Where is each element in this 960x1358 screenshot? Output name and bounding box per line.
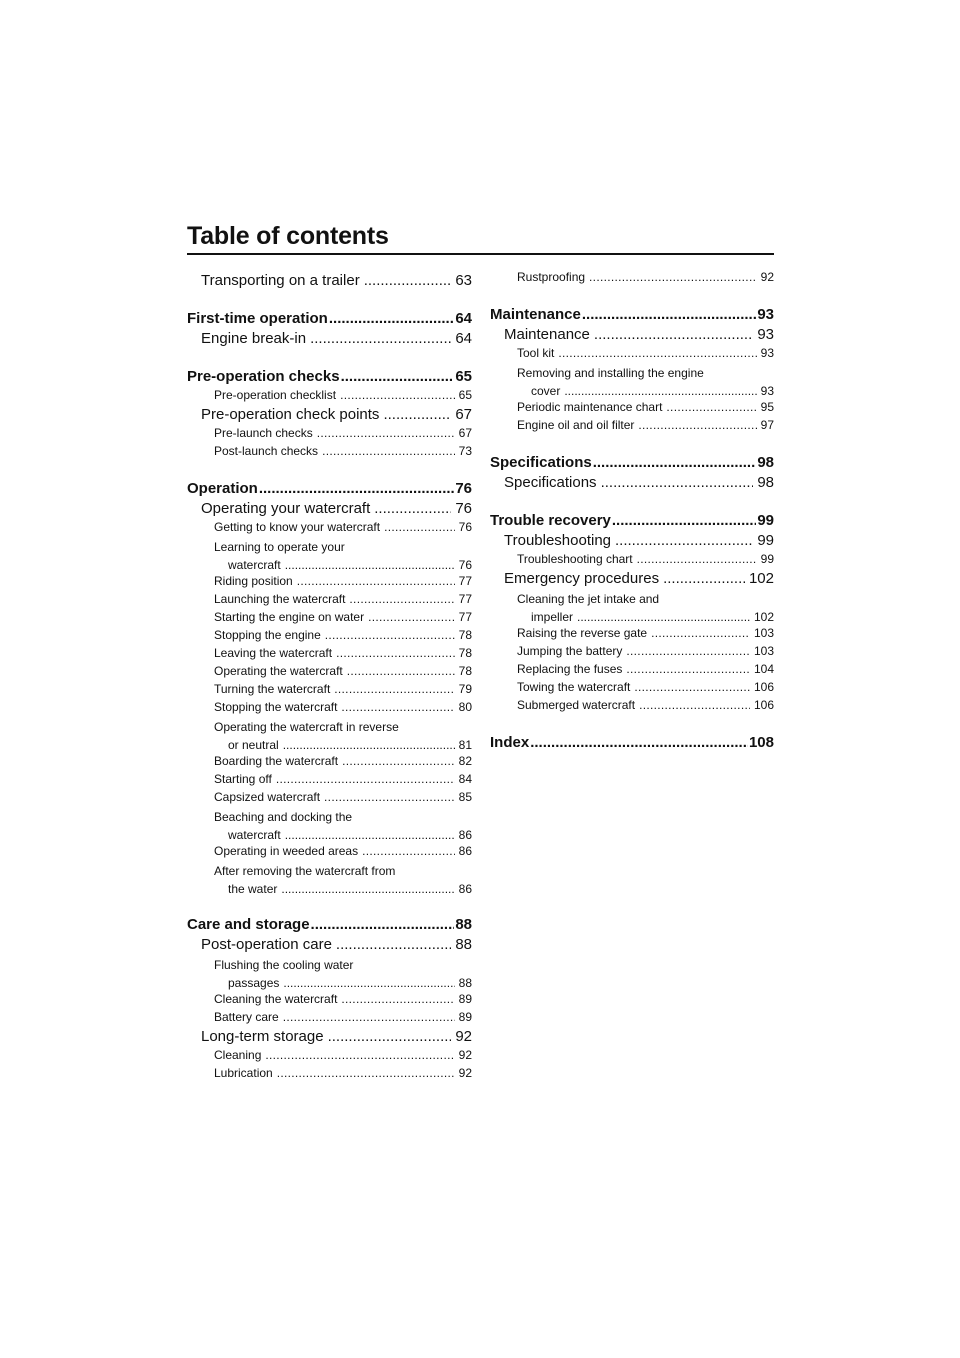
toc-entry-title: Stopping the watercraft <box>214 700 338 714</box>
dot-leader <box>362 844 455 858</box>
toc-page-number: 103 <box>753 626 774 640</box>
toc-chapter-specifications[interactable] <box>490 454 774 474</box>
toc-page-number: 106 <box>753 680 774 694</box>
toc-page-number: 93 <box>760 346 774 360</box>
toc-entry-title: Index <box>490 734 530 751</box>
toc-subsection-starting-the-engine-on-water[interactable] <box>187 610 472 628</box>
toc-page-number: 76 <box>455 500 472 517</box>
toc-entry-title: passages <box>228 976 280 990</box>
toc-subsection-starting-off[interactable] <box>187 772 472 790</box>
toc-page-number: 78 <box>458 628 472 642</box>
toc-subsection-periodic-maintenance-chart[interactable] <box>490 400 774 418</box>
dot-leader <box>663 570 745 587</box>
toc-page-number: 65 <box>458 388 472 402</box>
dot-leader <box>651 626 750 640</box>
toc-entry-title: Beaching and docking the <box>214 810 353 824</box>
toc-page-number: 88 <box>455 936 472 953</box>
toc-page-number: 79 <box>458 682 472 696</box>
toc-entry-title: Maintenance <box>504 326 590 343</box>
toc-subsection-operating-the-watercraft-in-reverse[interactable] <box>187 718 472 754</box>
toc-subsection-cleaning[interactable] <box>187 1048 472 1066</box>
toc-entry-title: Replacing the fuses <box>517 662 623 676</box>
toc-entry-title: Operating the watercraft in reverse <box>214 720 399 734</box>
toc-entry-title: Cleaning the jet intake and <box>517 592 660 606</box>
toc-subsection-boarding-the-watercraft[interactable] <box>187 754 472 772</box>
dot-leader <box>626 662 750 676</box>
toc-entry-title: Starting off <box>214 772 272 786</box>
toc-entry-title: or neutral <box>228 738 279 752</box>
toc-entry-title: Submerged watercraft <box>517 698 636 712</box>
toc-entry-title: Leaving the watercraft <box>214 646 333 660</box>
toc-entry-title: Operating the watercraft <box>214 664 343 678</box>
toc-page-number: 99 <box>760 552 774 566</box>
toc-page-number: 77 <box>458 574 472 588</box>
toc-entry-title: Pre-launch checks <box>214 426 313 440</box>
toc-subsection-raising-the-reverse-gate[interactable] <box>490 626 774 644</box>
dot-leader <box>593 454 757 471</box>
toc-page-number: 76 <box>458 520 472 534</box>
toc-page-number: 86 <box>458 828 472 842</box>
toc-entry-title: Learning to operate your <box>214 540 345 554</box>
dot-leader <box>341 368 455 385</box>
dot-leader <box>666 400 756 414</box>
toc-entry-title: Jumping the battery <box>517 644 623 658</box>
dot-leader <box>265 1048 454 1062</box>
dot-leader <box>615 532 753 549</box>
toc-section-post-operation-care[interactable] <box>187 936 472 956</box>
toc-entry-title: Tool kit <box>517 346 555 360</box>
toc-subsection-replacing-the-fuses[interactable] <box>490 662 774 680</box>
toc-page-number: 73 <box>458 444 472 458</box>
toc-page-number: 92 <box>760 270 774 284</box>
toc-page-number: 89 <box>458 1010 472 1024</box>
toc-subsection-cleaning-the-watercraft[interactable] <box>187 992 472 1010</box>
toc-chapter-first-time-operation[interactable] <box>187 310 472 330</box>
dot-leader <box>317 426 455 440</box>
dot-leader <box>637 552 757 566</box>
toc-page-number: 84 <box>458 772 472 786</box>
toc-page-number: 76 <box>455 480 472 497</box>
toc-page-number: 67 <box>455 406 472 423</box>
toc-section-emergency-procedures[interactable] <box>490 570 774 590</box>
toc-subsection-engine-oil-and-oil-filter[interactable] <box>490 418 774 436</box>
toc-page-number: 88 <box>455 916 472 933</box>
toc-page-number: 82 <box>458 754 472 768</box>
toc-chapter-pre-operation-checks[interactable] <box>187 368 472 388</box>
toc-section-troubleshooting[interactable] <box>490 532 774 552</box>
dot-leader <box>328 1028 452 1045</box>
toc-page-number: 97 <box>760 418 774 432</box>
toc-page-number: 99 <box>757 532 774 549</box>
toc-subsection-pre-launch-checks[interactable] <box>187 426 472 444</box>
toc-subsection-stopping-the-engine[interactable] <box>187 628 472 646</box>
dot-leader <box>325 628 455 642</box>
toc-subsection-submerged-watercraft[interactable] <box>490 698 774 716</box>
toc-page-number: 92 <box>458 1048 472 1062</box>
toc-subsection-capsized-watercraft[interactable] <box>187 790 472 808</box>
toc-entry-title: Pre-operation check points <box>201 406 380 423</box>
dot-leader <box>297 574 455 588</box>
toc-page-number: 102 <box>748 570 774 587</box>
dot-leader <box>329 310 454 327</box>
toc-page-number: 104 <box>753 662 774 676</box>
toc-entry-title: Lubrication <box>214 1066 273 1080</box>
toc-section-pre-operation-check-points[interactable] <box>187 406 472 426</box>
dot-leader <box>342 754 455 768</box>
toc-subsection-operating-in-weeded-areas[interactable] <box>187 844 472 862</box>
toc-entry-title: Battery care <box>214 1010 279 1024</box>
toc-page-number: 77 <box>458 592 472 606</box>
dot-leader <box>577 608 750 626</box>
toc-entry-title: Capsized watercraft <box>214 790 321 804</box>
toc-entry-title: Starting the engine on water <box>214 610 365 624</box>
dot-leader <box>639 698 750 712</box>
toc-subsection-beaching-and-docking-the[interactable] <box>187 808 472 844</box>
dot-leader <box>594 326 753 343</box>
toc-subsection-leaving-the-watercraft[interactable] <box>187 646 472 664</box>
dot-leader <box>322 444 455 458</box>
toc-entry-title: Flushing the cooling water <box>214 958 354 972</box>
dot-leader <box>336 646 455 660</box>
dot-leader <box>283 736 455 754</box>
toc-subsection-getting-to-know-your-watercraft[interactable] <box>187 520 472 538</box>
dot-leader <box>340 388 455 402</box>
dot-leader <box>364 272 452 289</box>
toc-entry-title: Specifications <box>490 454 592 471</box>
dot-leader <box>601 474 754 491</box>
dot-leader <box>310 330 451 347</box>
toc-subsection-flushing-the-cooling-water[interactable] <box>187 956 472 992</box>
dot-leader <box>285 556 455 574</box>
dot-leader <box>277 1066 455 1080</box>
toc-subsection-pre-operation-checklist[interactable] <box>187 388 472 406</box>
toc-subsection-jumping-the-battery[interactable] <box>490 644 774 662</box>
toc-subsection-learning-to-operate-your[interactable] <box>187 538 472 574</box>
toc-entry-title: Cleaning <box>214 1048 262 1062</box>
dot-leader <box>276 772 455 786</box>
toc-entry-title: the water <box>228 882 278 896</box>
dot-leader <box>341 700 454 714</box>
dot-leader <box>383 406 451 423</box>
toc-subsection-launching-the-watercraft[interactable] <box>187 592 472 610</box>
toc-page-number: 93 <box>760 384 774 398</box>
toc-subsection-tool-kit[interactable] <box>490 346 774 364</box>
toc-entry-title: Raising the reverse gate <box>517 626 648 640</box>
toc-section-engine-break-in[interactable] <box>187 330 472 350</box>
toc-subsection-battery-care[interactable] <box>187 1010 472 1028</box>
toc-entry-title: First-time operation <box>187 310 328 327</box>
toc-page-number: 81 <box>458 738 472 752</box>
toc-entry-title: Post-operation care <box>201 936 332 953</box>
toc-right-column <box>490 270 774 754</box>
toc-subsection-stopping-the-watercraft[interactable] <box>187 700 472 718</box>
dot-leader <box>589 270 757 284</box>
toc-entry-title: Transporting on a trailer <box>201 272 360 289</box>
toc-page-number: 92 <box>458 1066 472 1080</box>
toc-page-number: 78 <box>458 646 472 660</box>
toc-entry-title: Rustproofing <box>517 270 586 284</box>
toc-entry-title: Pre-operation checks <box>187 368 340 385</box>
toc-entry-title: Troubleshooting <box>504 532 612 549</box>
toc-page-number: 95 <box>760 400 774 414</box>
toc-subsection-rustproofing[interactable] <box>490 270 774 288</box>
toc-entry-title: cover <box>531 384 561 398</box>
toc-section-operating-your-watercraft[interactable] <box>187 500 472 520</box>
toc-entry-title: Launching the watercraft <box>214 592 346 606</box>
toc-entry-title: Long-term storage <box>201 1028 324 1045</box>
dot-leader <box>281 880 454 898</box>
toc-entry-title: Stopping the engine <box>214 628 321 642</box>
toc-page-number: 77 <box>458 610 472 624</box>
toc-section-maintenance[interactable] <box>490 326 774 346</box>
dot-leader <box>612 512 756 529</box>
toc-entry-title: watercraft <box>228 558 281 572</box>
toc-entry-title: Removing and installing the engine <box>517 366 704 380</box>
toc-chapter-trouble-recovery[interactable] <box>490 512 774 532</box>
page-title: Table of contents <box>187 222 389 250</box>
toc-subsection-cleaning-the-jet-intake-and[interactable] <box>490 590 774 626</box>
toc-chapter-operation[interactable] <box>187 480 472 500</box>
toc-page-number: 93 <box>757 306 774 323</box>
toc-section-long-term-storage[interactable] <box>187 1028 472 1048</box>
toc-page-number: 78 <box>458 664 472 678</box>
dot-leader <box>349 592 454 606</box>
dot-leader <box>384 520 455 534</box>
toc-page-number: 106 <box>753 698 774 712</box>
toc-entry-title: Engine break-in <box>201 330 307 347</box>
toc-entry-title: Operating your watercraft <box>201 500 371 517</box>
dot-leader <box>336 936 451 953</box>
toc-page-number: 99 <box>757 512 774 529</box>
dot-leader <box>634 680 750 694</box>
toc-subsection-removing-and-installing-the-engine[interactable] <box>490 364 774 400</box>
toc-section-transporting-on-a-trailer[interactable] <box>187 272 472 292</box>
toc-subsection-operating-the-watercraft[interactable] <box>187 664 472 682</box>
toc-entry-title: Towing the watercraft <box>517 680 631 694</box>
toc-page-number: 108 <box>748 734 774 751</box>
dot-leader <box>283 974 454 992</box>
toc-subsection-turning-the-watercraft[interactable] <box>187 682 472 700</box>
toc-page-number: 93 <box>757 326 774 343</box>
toc-page-number: 86 <box>458 882 472 896</box>
dot-leader <box>564 382 756 400</box>
toc-entry-title: Post-launch checks <box>214 444 319 458</box>
toc-entry-title: Boarding the watercraft <box>214 754 339 768</box>
dot-leader <box>283 1010 455 1024</box>
toc-entry-title: After removing the watercraft from <box>214 864 396 878</box>
toc-subsection-troubleshooting-chart[interactable] <box>490 552 774 570</box>
toc-page-number: 63 <box>455 272 472 289</box>
toc-subsection-post-launch-checks[interactable] <box>187 444 472 462</box>
toc-page-number: 98 <box>757 454 774 471</box>
dot-leader <box>341 992 454 1006</box>
toc-page-number: 64 <box>455 310 472 327</box>
toc-subsection-after-removing-the-watercraft-from[interactable] <box>187 862 472 898</box>
toc-chapter-care-and-storage[interactable] <box>187 916 472 936</box>
toc-entry-title: Getting to know your watercraft <box>214 520 381 534</box>
toc-page-number: 80 <box>458 700 472 714</box>
toc-entry-title: Trouble recovery <box>490 512 611 529</box>
toc-entry-title: Care and storage <box>187 916 310 933</box>
toc-page-number: 98 <box>757 474 774 491</box>
toc-page-number: 76 <box>458 558 472 572</box>
toc-entry-title: Specifications <box>504 474 597 491</box>
toc-page-number: 102 <box>753 610 774 624</box>
dot-leader <box>530 734 748 751</box>
dot-leader <box>582 306 756 323</box>
dot-leader <box>311 916 455 933</box>
toc-page-number: 103 <box>753 644 774 658</box>
toc-page-number: 92 <box>455 1028 472 1045</box>
toc-entry-title: Maintenance <box>490 306 581 323</box>
toc-page-number: 65 <box>455 368 472 385</box>
toc-page-number: 86 <box>458 844 472 858</box>
toc-chapter-maintenance[interactable] <box>490 306 774 326</box>
toc-subsection-riding-position[interactable] <box>187 574 472 592</box>
toc-subsection-towing-the-watercraft[interactable] <box>490 680 774 698</box>
dot-leader <box>638 418 756 432</box>
dot-leader <box>259 480 454 497</box>
dot-leader <box>285 826 455 844</box>
toc-entry-title: impeller <box>531 610 574 624</box>
toc-page-number: 89 <box>458 992 472 1006</box>
toc-entry-title: Operation <box>187 480 258 497</box>
toc-entry-title: Periodic maintenance chart <box>517 400 663 414</box>
toc-entry-title: Turning the watercraft <box>214 682 331 696</box>
toc-left-column <box>187 270 472 1084</box>
title-rule <box>187 253 774 255</box>
toc-entry-title: Riding position <box>214 574 293 588</box>
dot-leader <box>324 790 455 804</box>
dot-leader <box>558 346 756 360</box>
toc-page-number: 64 <box>455 330 472 347</box>
dot-leader <box>347 664 455 678</box>
toc-entry-title: Cleaning the watercraft <box>214 992 338 1006</box>
toc-entry-title: Emergency procedures <box>504 570 660 587</box>
dot-leader <box>334 682 454 696</box>
toc-page-number: 67 <box>458 426 472 440</box>
toc-entry-title: watercraft <box>228 828 281 842</box>
toc-page-number: 88 <box>458 976 472 990</box>
toc-subsection-lubrication[interactable] <box>187 1066 472 1084</box>
toc-entry-title: Troubleshooting chart <box>517 552 633 566</box>
toc-entry-title: Engine oil and oil filter <box>517 418 635 432</box>
dot-leader <box>626 644 750 658</box>
toc-section-specifications[interactable] <box>490 474 774 494</box>
toc-page-number: 85 <box>458 790 472 804</box>
toc-chapter-index[interactable] <box>490 734 774 754</box>
toc-entry-title: Operating in weeded areas <box>214 844 359 858</box>
dot-leader <box>374 500 451 517</box>
dot-leader <box>368 610 455 624</box>
toc-entry-title: Pre-operation checklist <box>214 388 337 402</box>
